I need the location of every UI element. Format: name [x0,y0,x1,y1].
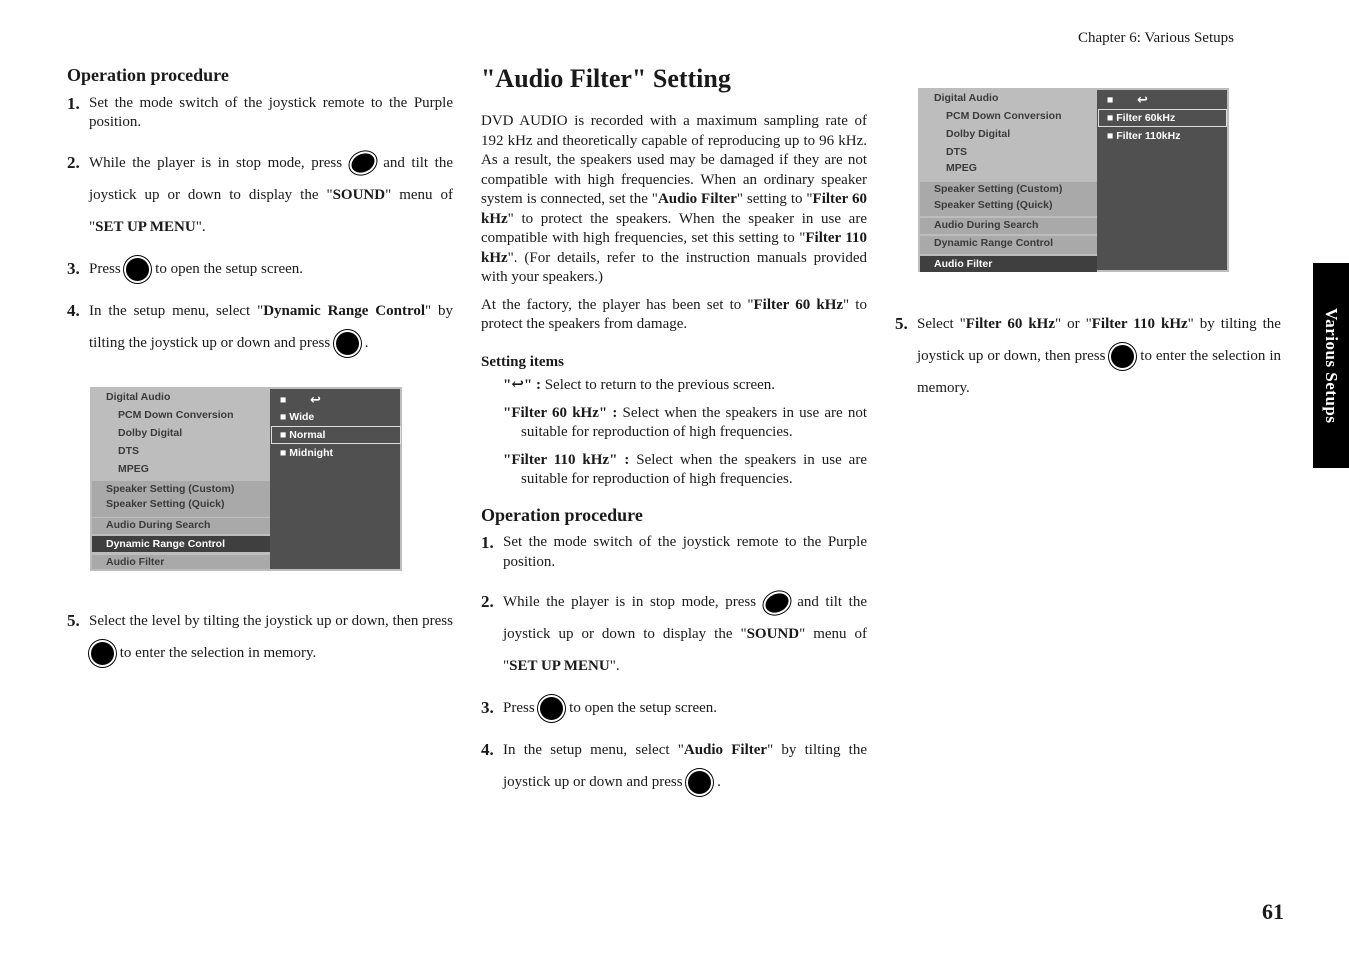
step-4 [481,734,867,798]
menu-item: Speaker Setting (Quick) [934,199,1053,211]
enter-button-icon [124,256,151,283]
page-number: 61 [1262,899,1284,924]
setting-item-110: "Filter 110 kHz" : Select when the speakers in use are suitable for reproduction of high frequencies. [503,451,867,487]
menu-item: Dynamic Range Control [934,237,1054,249]
step-number: 4. [481,740,494,759]
setup-button-icon [759,587,794,619]
menu-item: PCM Down Conversion [118,409,234,421]
step-text: In the setup menu, select " [89,302,264,319]
return-icon: ↩ [1137,92,1148,107]
step-text: Select the level by tilting the joystick up or down, then press [89,613,453,629]
menu-item: Audio Filter [106,556,165,568]
step-number: 2. [481,592,494,611]
menu-option-selected: ■ Filter 60kHz [1098,109,1227,127]
return-marker: ■ [1107,94,1114,106]
step-3 [481,692,867,724]
setup-menu-screenshot [918,88,1229,272]
menu-item-name: Dynamic Range Control [263,302,426,319]
step-text: While the player is in stop mode, press [503,594,757,610]
setting-item-60: "Filter 60 kHz" : Select when the speakers in use are not suitable for reproduction of high frequencies. [503,404,867,440]
step-text: Set the mode switch of the joystick remote to the Purple position. [503,534,867,570]
section-heading: Operation procedure [67,65,229,85]
sound-menu-label: SOUND [746,626,800,642]
side-tab [1313,263,1349,468]
step-text: . [717,774,721,790]
step-5: 5. Select "Filter 60 kHz" or "Filter 110 kHz" by tilting the joystick up or down, then press to enter the selection in memory. [895,308,1281,404]
column-right [895,308,1281,404]
column-left [67,66,453,359]
step-text: " or " [1055,316,1092,332]
enter-button-icon [686,769,713,796]
enter-button-icon [334,330,361,357]
column-middle [481,64,867,798]
return-icon: ↩ [310,392,321,407]
step-text: " by tilting the joystick up or down, then press [917,316,1281,364]
step-text: ". [609,658,620,674]
step-text: to open the setup screen. [155,260,304,277]
step-number: 2. [67,152,80,172]
menu-item: MPEG [946,162,977,174]
menu-item: Dolby Digital [946,128,1011,140]
step-number: 3. [67,258,80,278]
menu-option: ■ Filter 110kHz [1107,130,1181,142]
step-1 [67,94,453,133]
menu-item: Speaker Setting (Quick) [106,498,225,510]
step-text: " by tilting the joystick up or down and press [503,742,867,790]
chapter-header: Chapter 6: Various Setups [1078,30,1234,46]
step-text: While the player is in stop mode, press [89,154,343,171]
step-4 [67,295,453,359]
step-text: Set the mode switch of the joystick remote to the Purple position. [89,94,453,130]
enter-button-icon [1109,343,1136,370]
menu-item: Speaker Setting (Custom) [934,183,1063,195]
menu-option-selected: ■ Normal [271,426,401,444]
menu-item: Audio During Search [934,219,1039,231]
menu-item: MPEG [118,463,149,475]
step-text: " by tilting the joystick up or down and press [89,302,454,351]
setup-menu-screenshot [90,387,402,571]
enter-button-icon [89,640,116,667]
step-number: 4. [67,300,80,320]
menu-item-selected: Audio Filter [920,256,1097,272]
menu-item: Digital Audio [934,92,999,104]
setting-items-heading: Setting items [481,353,564,370]
step-text: and tilt the joystick up or down to display the " [89,154,454,203]
menu-item-selected: Dynamic Range Control [92,536,270,552]
step-number: 1. [67,93,80,113]
setup-menu-label: SET UP MENU [509,658,610,674]
step-text: In the setup menu, select " [503,742,684,758]
sound-menu-label: SOUND [332,186,386,203]
step-text: Select " [917,316,966,332]
step-number: 3. [481,698,494,717]
setup-menu-label: SET UP MENU [95,218,196,235]
page-title: "Audio Filter" Setting [481,64,731,93]
enter-button-icon [538,695,565,722]
step-text: Press [503,700,535,716]
step-text: to enter the selection in memory. [917,348,1281,396]
step-text: and tilt the joystick up or down to display the " [503,594,868,642]
step-text: ". [195,218,206,235]
intro-paragraph: DVD AUDIO is recorded with a maximum sampling rate of 192 kHz and theoretically capable of reproducing up to 96 kHz. As a result, the speakers used may be damaged if they are not compatible with high frequencies. When an ordinary speaker system is connected, set the "Audio Filter" setting to "Filter 60 kHz" to protect the speakers. When the speaker in use are compatible with high frequencies, set this setting to "Filter 110 kHz". (For details, refer to the instruction manuals provided with your speakers.) [481,113,867,285]
menu-item: DTS [946,146,967,158]
menu-option: ■ Midnight [280,447,333,459]
step-number: 5. [895,314,908,333]
menu-option: ■ Wide [280,411,315,423]
step-number: 5. [67,611,80,630]
step-number: 1. [481,533,494,552]
step-text: to enter the selection in memory. [119,645,317,661]
menu-item: Digital Audio [106,391,171,403]
step-text: " menu of " [89,186,453,235]
factory-paragraph: At the factory, the player has been set to "Filter 60 kHz" to protect the speakers from damage. [481,296,867,332]
section-heading: Operation procedure [481,504,643,525]
step-3 [67,253,453,285]
setup-button-icon [345,147,380,179]
menu-item: Speaker Setting (Custom) [106,483,235,495]
column-left-bottom [67,605,453,669]
return-marker: ■ [280,394,287,406]
step-text: to open the setup screen. [569,700,718,716]
step-text: " menu of " [503,626,867,674]
menu-item: PCM Down Conversion [946,110,1062,122]
step-text: Press [89,260,121,277]
menu-item-name: Audio Filter [683,742,768,758]
setting-item-return: "↩" : Select to return to the previous screen. [503,377,776,393]
step-1 [481,533,867,572]
step-2 [67,147,453,243]
menu-item: DTS [118,445,139,457]
step-5 [67,605,453,669]
step-2 [481,586,867,682]
menu-item: Audio During Search [106,519,211,531]
side-tab-label: Various Setups [1322,307,1341,424]
menu-item: Dolby Digital [118,427,183,439]
step-text: . [364,334,369,351]
